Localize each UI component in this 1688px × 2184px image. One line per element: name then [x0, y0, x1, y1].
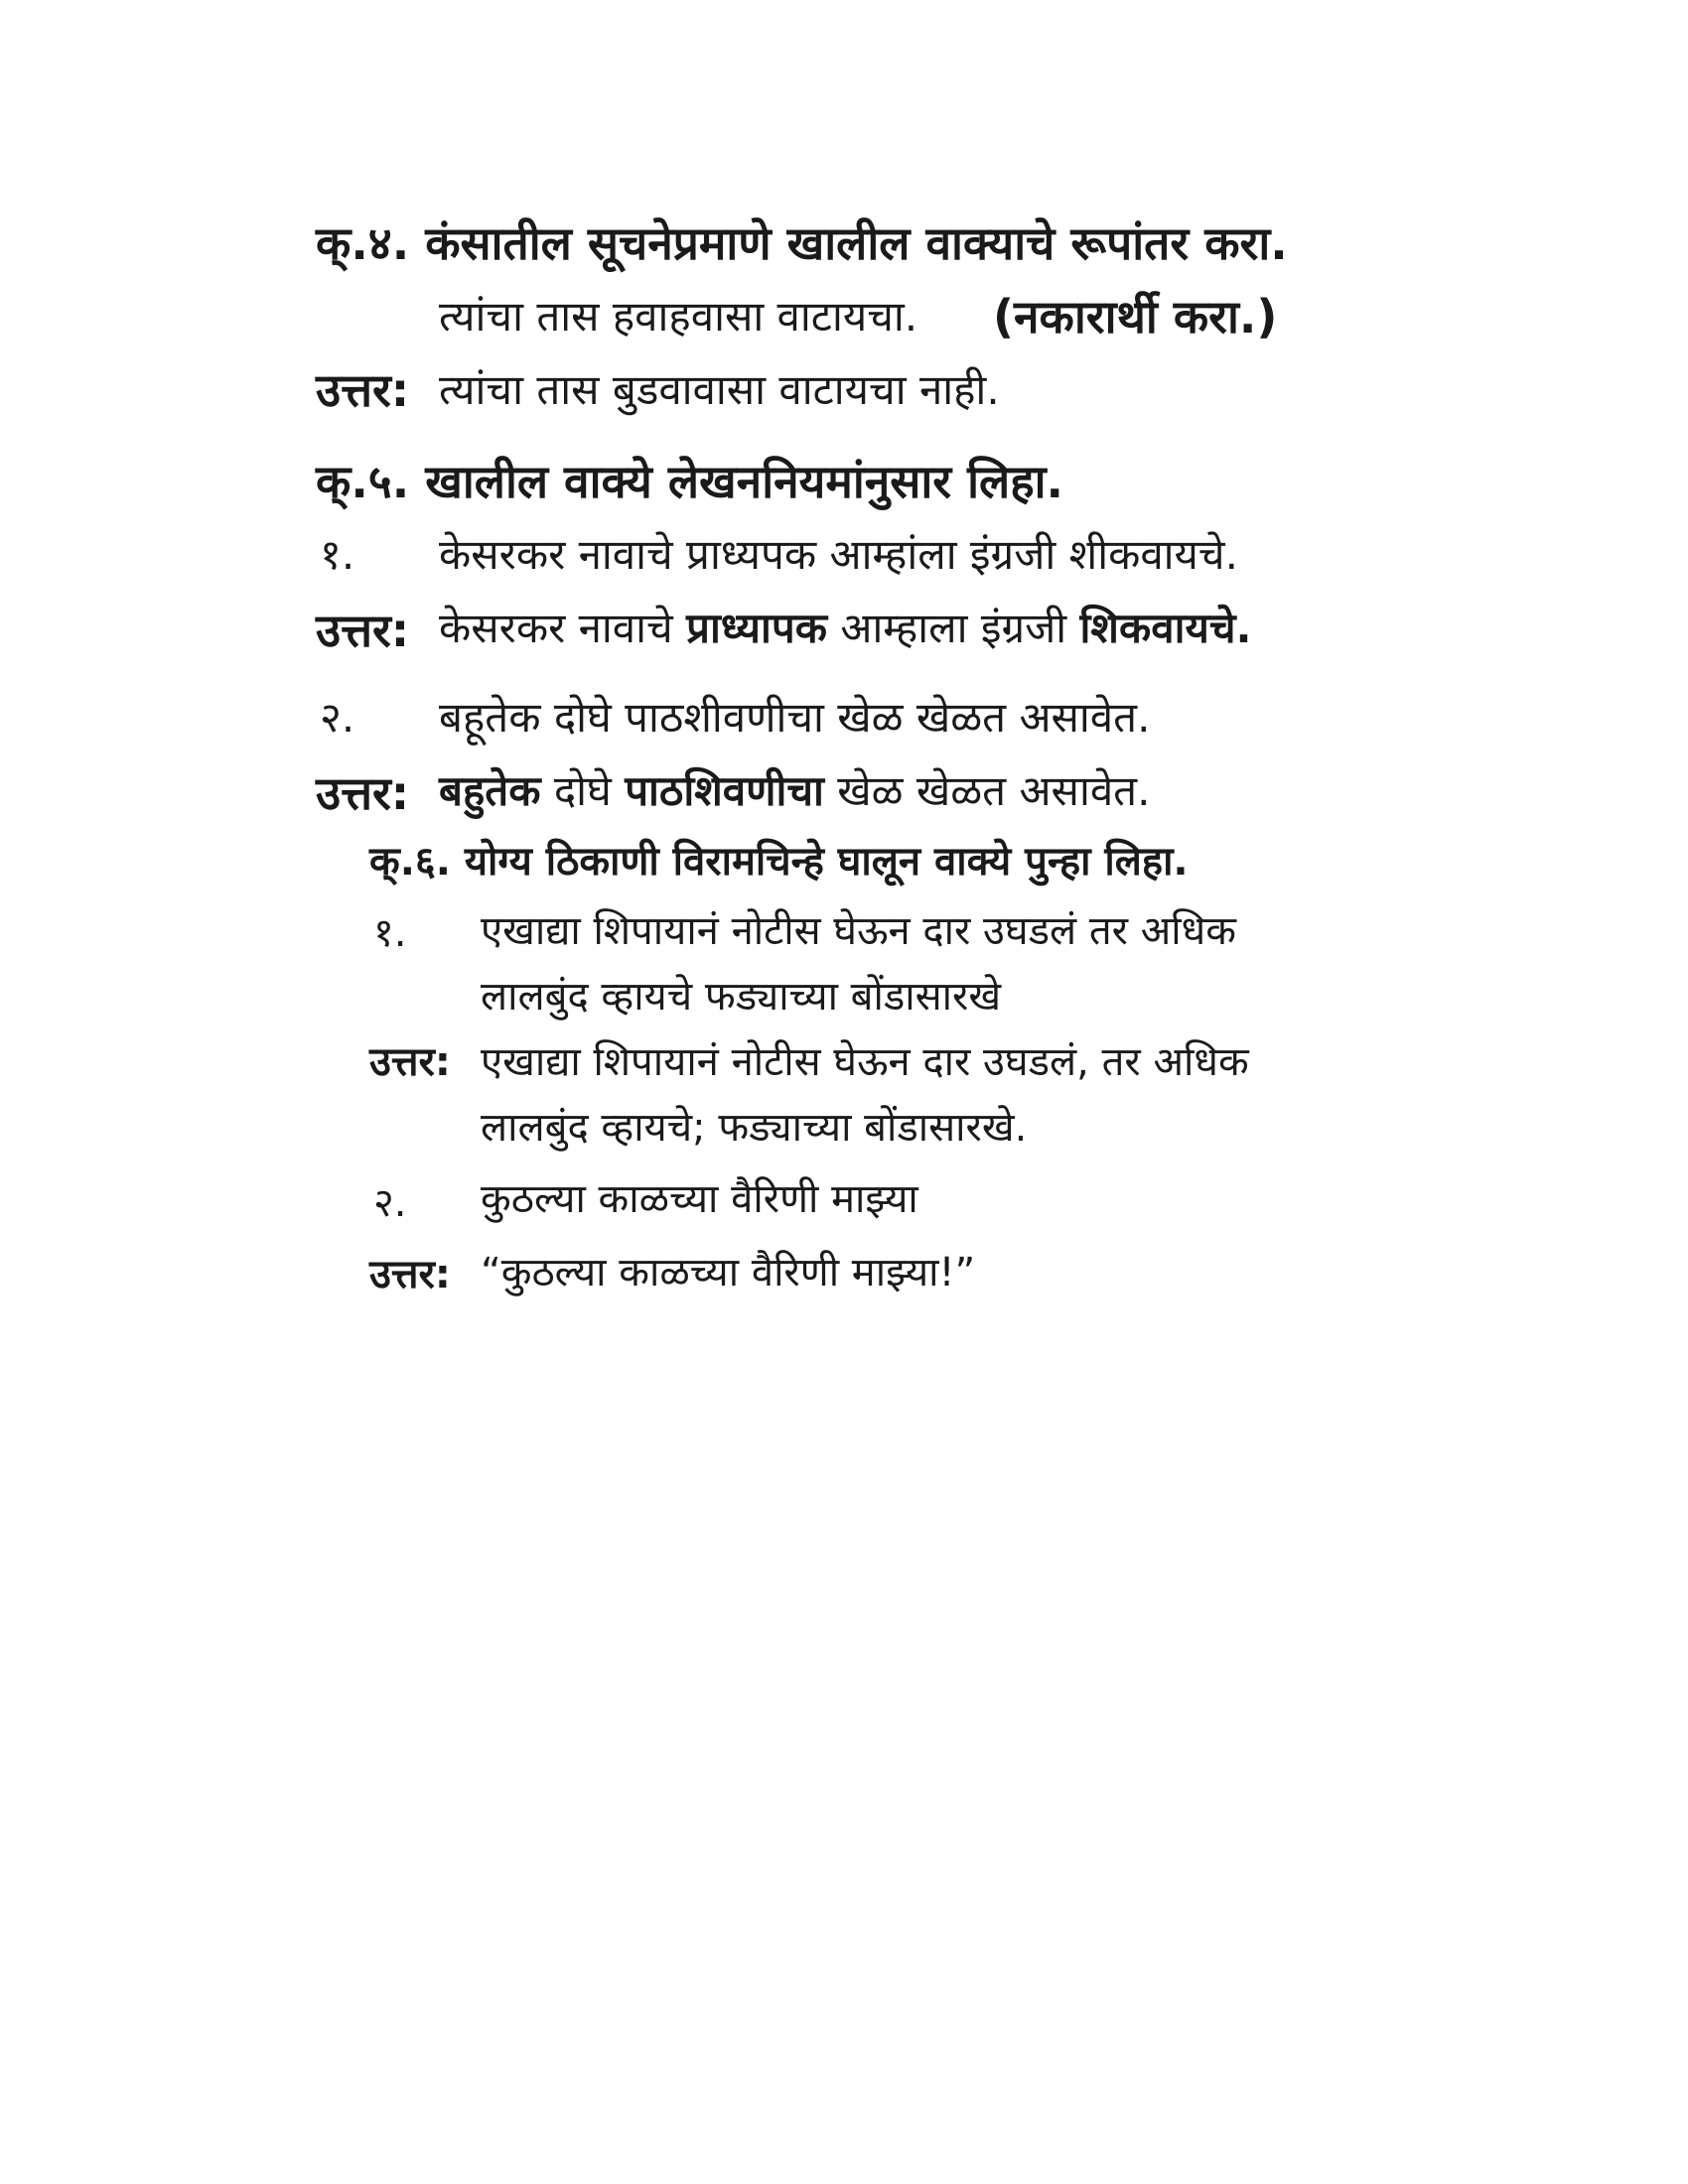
q5-item2-number: २. [320, 693, 355, 742]
q5-item1-sentence: केसरकर नावाचे प्राध्यपक आम्हांला इंग्रजी शीकवायचे. [439, 530, 1238, 579]
q5-item1-answer [439, 604, 1252, 652]
q6-item1-number: १. [373, 910, 407, 956]
q6-item1-line1: एखाद्या शिपायानं नोटीस घेऊन दार उघडलं तर अधिक [481, 908, 1236, 954]
q5-item2-answer-correction: पाठशिवणीचा [625, 766, 824, 815]
q5-item1-number: १. [320, 530, 355, 579]
q4-answer-label: उत्तर: [316, 363, 410, 417]
q6-item2-answer-label: उत्तर: [369, 1252, 451, 1297]
q5-item1-answer-part: केसरकर नावाचे [439, 604, 687, 652]
q6-item2-answer: “कुठल्या काळच्या वैरिणी माझ्या!” [481, 1250, 976, 1296]
q5-heading: क्.५. खालील वाक्ये लेखननियमांनुसार लिहा. [316, 455, 1064, 508]
q5-item2-answer-part: खेळ खेळत असावेत. [823, 766, 1151, 815]
q4-sentence: त्यांचा तास हवाहवासा वाटायचा. [439, 292, 918, 341]
q5-item2-answer-part: दोघे [540, 766, 626, 815]
q6-item2-sentence: कुठल्या काळच्या वैरिणी माझ्या [481, 1176, 918, 1222]
q4-instruction: (नकारार्थी करा.) [993, 290, 1278, 343]
q6-item1-answer-line1: एखाद्या शिपायानं नोटीस घेऊन दार उघडलं, तर अधिक [481, 1039, 1249, 1085]
q5-item2-answer-label: उत्तर: [316, 766, 410, 820]
q6-item1-line2: लालबुंद व्हायचे फड्याच्या बोंडासारखे [481, 974, 1002, 1020]
q5-item2-sentence: बहूतेक दोघे पाठशीवणीचा खेळ खेळत असावेत. [439, 693, 1151, 742]
q6-heading: क्.६. योग्य ठिकाणी विरामचिन्हे घालून वाक्ये पुन्हा लिहा. [369, 839, 1189, 885]
q6-item1-answer-label: उत्तर: [369, 1039, 451, 1085]
q4-answer: त्यांचा तास बुडवावासा वाटायचा नाही. [439, 365, 1000, 414]
q5-item1-answer-correction: प्राध्यापक [686, 604, 827, 652]
q5-item2-answer [439, 766, 1151, 815]
q5-item1-answer-part: आम्हाला इंग्रजी [826, 604, 1080, 652]
q5-item2-answer-correction: बहुतेक [439, 766, 541, 815]
q4-heading: क्.४. कंसातील सूचनेप्रमाणे खालील वाक्याचे रूपांतर करा. [316, 216, 1288, 270]
q6-item1-answer-line2: लालबुंद व्हायचे; फड्याच्या बोंडासारखे. [481, 1105, 1028, 1151]
q5-item1-answer-label: उत्तर: [316, 604, 410, 657]
q5-item1-answer-correction: शिकवायचे. [1079, 604, 1252, 652]
q6-item2-number: २. [373, 1180, 407, 1226]
